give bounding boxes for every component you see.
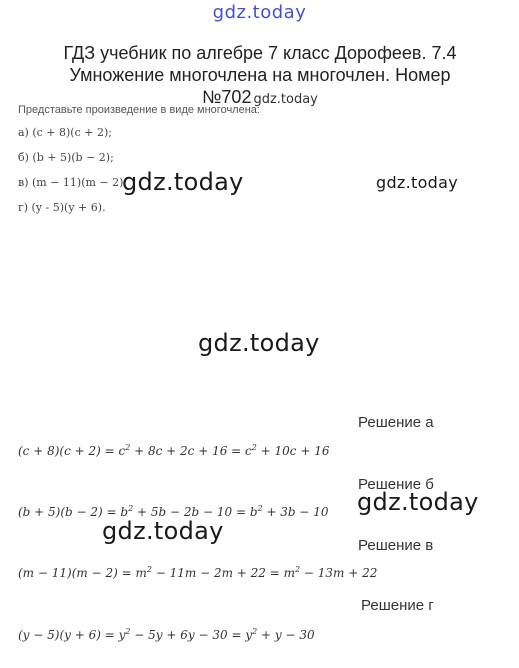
watermark: gdz.today	[122, 168, 244, 196]
solution-formula-b: $(b + 5)(b - 2) = b^2 + 5b - 2b - 10 = b^2 + 3b - 10$	[18, 504, 329, 519]
solution-heading-d: Решение г	[361, 597, 434, 614]
task-intro: Представьте произведение в виде многочлена:	[18, 104, 260, 116]
task-item-c: в) (m − 11)(m − 2);	[18, 176, 128, 189]
solution-heading-c: Решение в	[358, 537, 434, 554]
solution-formula-c: $(m - 11)(m - 2) = m^2 - 11m - 2m + 22 = m^2 - 13m + 22$	[18, 565, 378, 580]
watermark: gdz.today	[198, 329, 320, 357]
task-item-b: б) (b + 5)(b − 2);	[18, 151, 114, 164]
watermark: gdz.today	[376, 173, 458, 192]
solution-formula-a: $(c + 8)(c + 2) = c^2 + 8c + 2c + 16 = c^2 + 10c + 16$	[18, 443, 330, 458]
watermark: gdz.today	[102, 517, 224, 545]
watermark: gdz.today	[357, 488, 479, 516]
site-logo[interactable]: gdz.today	[212, 2, 307, 23]
solution-heading-a: Решение а	[358, 414, 434, 431]
task-item-a: а) (c + 8)(c + 2);	[18, 126, 112, 139]
page-title	[20, 42, 500, 111]
solution-formula-d: $(y - 5)(y + 6) = y^2 - 5y + 6y - 30 = y^2 + y - 30$	[18, 627, 315, 642]
solution-heading-b: Решение б	[358, 476, 434, 493]
task-item-d: г) (y - 5)(y + 6).	[18, 201, 106, 214]
page-title-text: ГДЗ учебник по алгебре 7 класс Дорофеев. 7.4 Умножение многочлена на многочлен. Номер №702	[63, 43, 457, 107]
title-watermark: gdz.today	[253, 92, 318, 107]
